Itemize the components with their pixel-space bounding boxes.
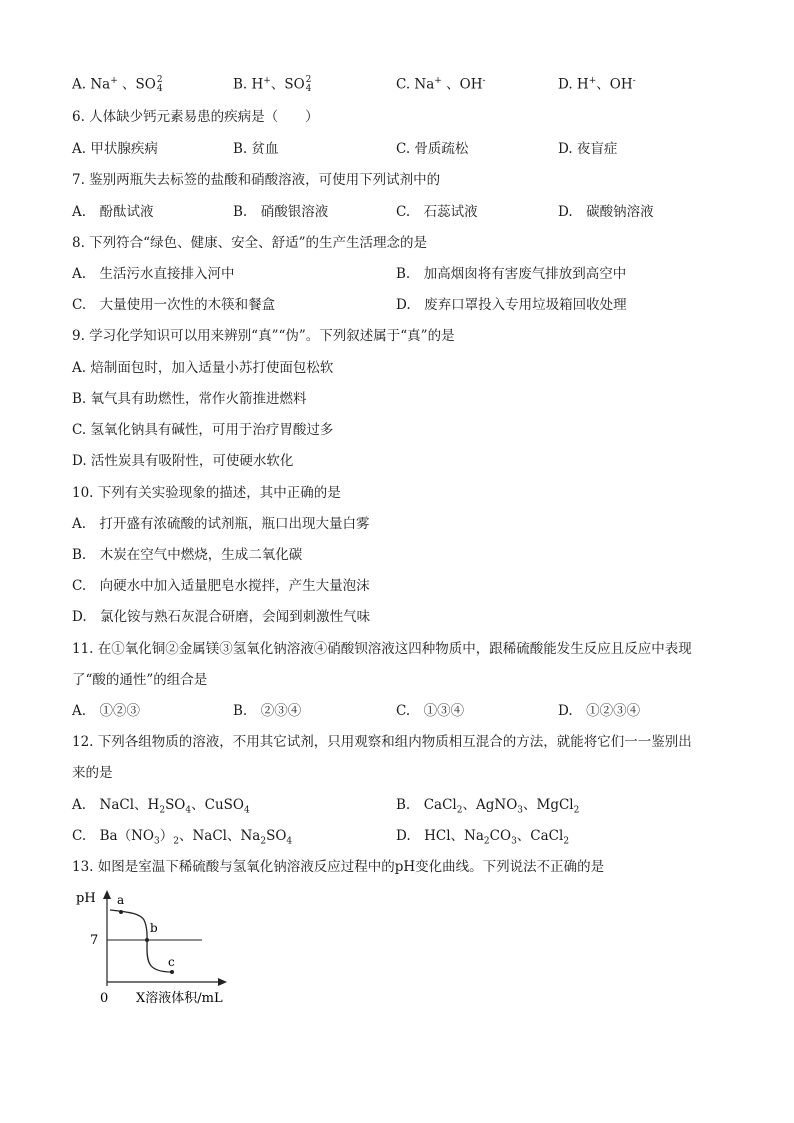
- q5-option-b: B. H+、SO 2 4: [233, 75, 312, 94]
- y-axis-label: pH: [76, 891, 96, 906]
- point-a-label: a: [117, 893, 125, 907]
- q9-option-a: A. 焙制面包时，加入适量小苏打使面包松软: [72, 360, 334, 376]
- q11-option-d: D. ①②③④: [558, 703, 641, 719]
- ph-7-tick-label: 7: [90, 933, 99, 948]
- x-axis-arrow: [218, 978, 227, 986]
- q11-option-a: A. ①②③: [72, 703, 141, 719]
- q8-option-c: C. 大量使用一次性的木筷和餐盒: [72, 297, 276, 313]
- question-10-stem: 10. 下列有关实验现象的描述，其中正确的是: [72, 485, 341, 501]
- q6-option-a: A. 甲状腺疾病: [72, 141, 158, 157]
- ph-curve-chart: [72, 888, 242, 1013]
- x-axis-label: X溶液体积/mL: [136, 991, 223, 1006]
- q9-option-b: B. 氧气具有助燃性，常作火箭推进燃料: [72, 391, 307, 407]
- q6-option-d: D. 夜盲症: [558, 141, 618, 157]
- q10-option-c: C. 向硬水中加入适量肥皂水搅拌，产生大量泡沫: [72, 578, 370, 594]
- q7-option-a: A. 酚酞试液: [72, 204, 154, 220]
- q8-option-a: A. 生活污水直接排入河中: [72, 266, 235, 282]
- q6-option-c: C. 骨质疏松: [396, 141, 469, 157]
- question-13-stem: 13. 如图是室温下稀硫酸与氢氧化钠溶液反应过程中的pH变化曲线。下列说法不正确的是: [72, 859, 605, 875]
- point-b: [145, 938, 149, 942]
- q9-option-c: C. 氢氧化钠具有碱性，可用于治疗胃酸过多: [72, 422, 334, 438]
- q7-option-c: C. 石蕊试液: [396, 204, 478, 220]
- q10-option-b: B. 木炭在空气中燃烧，生成二氧化碳: [72, 547, 303, 563]
- question-7-stem: 7. 鉴别两瓶失去标签的盐酸和硝酸溶液，可使用下列试剂中的: [72, 172, 441, 188]
- question-12-stem-line2: 来的是: [72, 765, 113, 781]
- q11-option-b: B. ②③④: [233, 703, 302, 719]
- point-b-label: b: [150, 921, 158, 935]
- question-11-stem-line1: 11. 在①氧化铜②金属镁③氢氧化钠溶液④硝酸钡溶液这四种物质中，跟稀硫酸能发生反应且反应中表现: [72, 641, 692, 657]
- origin-label: 0: [100, 991, 109, 1006]
- point-a: [119, 910, 123, 914]
- q5-option-c: C. Na+ 、OH-: [396, 76, 486, 93]
- y-axis-arrow: [103, 890, 111, 899]
- q5-option-d: D. H+、OH-: [558, 76, 636, 93]
- q12-option-c: C. $Ba(NO_3)_2$、NaCl、$Na_2SO_4$: [72, 828, 293, 847]
- q11-option-c: C. ①③④: [396, 703, 465, 719]
- q12-option-b: B. CaCl$_2$、AgNO$_3$、MgCl$_2$: [396, 797, 580, 816]
- q7-option-d: D. 碳酸钠溶液: [558, 204, 654, 220]
- q7-option-b: B. 硝酸银溶液: [233, 204, 329, 220]
- q5-option-a: A. Na+ 、SO 2 4: [72, 75, 163, 94]
- q12-option-d: D. HCl、$Na_2CO_3$、CaCl$_2$: [396, 828, 570, 847]
- ph-curve: [110, 910, 172, 972]
- point-c-label: c: [168, 955, 175, 969]
- q10-option-d: D. 氯化铵与熟石灰混合研磨，会闻到刺激性气味: [72, 609, 371, 625]
- q6-option-b: B. 贫血: [233, 141, 279, 157]
- question-6-stem: 6. 人体缺少钙元素易患的疾病是（ ）: [72, 109, 319, 125]
- q12-option-a: A. NaCl、$H_2SO_4$、CuSO$_4$: [72, 797, 250, 816]
- q8-option-d: D. 废弃口罩投入专用垃圾箱回收处理: [396, 297, 627, 313]
- point-c: [170, 970, 174, 974]
- question-12-stem-line1: 12. 下列各组物质的溶液，不用其它试剂，只用观察和组内物质相互混合的方法，就能将它们一一鉴别出: [72, 734, 692, 750]
- question-9-stem: 9. 学习化学知识可以用来辨别“真”“伪”。下列叙述属于“真”的是: [72, 328, 455, 344]
- q10-option-a: A. 打开盛有浓硫酸的试剂瓶，瓶口出现大量白雾: [72, 516, 370, 532]
- q9-option-d: D. 活性炭具有吸附性，可使硬水软化: [72, 453, 294, 469]
- question-11-stem-line2: 了“酸的通性”的组合是: [72, 672, 208, 688]
- question-8-stem: 8. 下列符合“绿色、健康、安全、舒适”的生产生活理念的是: [72, 235, 427, 251]
- q8-option-b: B. 加高烟囱将有害废气排放到高空中: [396, 266, 627, 282]
